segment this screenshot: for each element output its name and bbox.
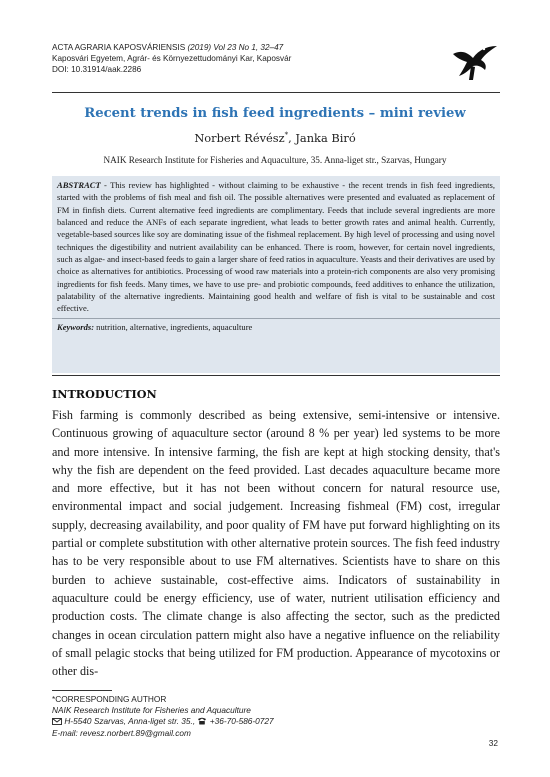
authors bbox=[40, 131, 510, 145]
introduction-text: Fish farming is commonly described as being extensive, semi-intensive or intensive. Continuous growing of aquaculture sector (around 8 % per year) led systems to be more and more intensive. In intensive farming, the fish are kept at high stocking density, that's why the fish are dependent on the feed provided. Last decades aquaculture became more and more effective, but it has not been without concern for natural resource use, environmental impact and social judgement. Increasing fishmeal (FM) cost, irregular supply, decreasing availability, and poor quality of FM have put forward highlighting on its partial or complete substitution with other alternative protein sources. The fish feed industry has to be very responsible about to use FM alternatives. Scientists have to share on this burden to achieve sustainable, cost-effective aims. Indicators of sustainability in aquaculture could be energy efficiency, use of water, nutrient utilisation efficiency and production costs. The climate change is also affecting the sector, such as the predicted changes in ocean circulation pattern might also have a negative influence on the reliability of small pelagic stocks that being utilized for FM production. Appearance of mycotoxins or other dis- bbox=[52, 408, 500, 679]
abstract-paragraph bbox=[57, 179, 495, 315]
header-divider bbox=[52, 92, 500, 93]
article-title: Recent trends in fish feed ingredients – mini review bbox=[84, 106, 466, 121]
institution: Kaposvári Egyetem, Agrár- és Környezettudományi Kar, Kaposvár bbox=[52, 54, 292, 63]
introduction-heading: INTRODUCTION bbox=[52, 387, 157, 401]
footnote bbox=[52, 694, 500, 739]
author-2: , Janka Biró bbox=[288, 131, 356, 145]
keywords bbox=[57, 321, 495, 333]
corresponding-mark: * bbox=[284, 131, 289, 140]
footnote-address-line bbox=[52, 716, 500, 727]
abstract-box bbox=[52, 176, 500, 373]
footnote-divider bbox=[52, 690, 112, 691]
page-number: 32 bbox=[488, 738, 498, 748]
keywords-label: Keywords: bbox=[57, 321, 95, 332]
footnote-email[interactable]: E-mail: revesz.norbert.89@gmail.com bbox=[52, 727, 191, 738]
doi-link[interactable]: DOI: 10.31914/aak.2286 bbox=[52, 65, 142, 74]
author-1: Norbert Révész bbox=[194, 131, 285, 145]
journal-name: ACTA AGRARIA KAPOSVÁRIENSIS bbox=[52, 43, 188, 52]
bird-emblem-icon bbox=[451, 40, 499, 82]
abstract-divider bbox=[52, 318, 500, 319]
footnote-institute: NAIK Research Institute for Fisheries and Aquaculture bbox=[52, 705, 251, 716]
footnote-phone: +36-70-586-0727 bbox=[209, 716, 274, 727]
abstract-text: - This review has highlighted - without claiming to be exhaustive - the recent trends in fish feed ingredients, started with the problems of fish meal and fish oil. The possible alternatives were presented and evaluated as replacement of FM in finfish diets. Current alternative feed ingredients are complimentary. Feeds that include several ingredients are more balanced and reduce the ANFs of each separate ingredient, what leads to better growth rates and animal health. Currently, vegetable-based sources like soy are dominating issue of the fishmeal replacement. By high level of processing and using novel techniques the digestibility and nutrient availability can be enhanced. There is room, however, for certain novel ingredients, such as algae- and insect-based feeds to gain a larger share of feed ratios in aquaculture. Yeasts and their derivatives are used by choice as alternatives for antibiotics. Processing of wood raw materials into a protein-rich components are also very promising ingredients for fish feeds. Many times, we have to use pre- and probiotic compounds, feed additives to enhance the utilization, palatability of the alternative ingredients. Maintaining good health and welfare of fish is vital to be sustainable and cost effective. bbox=[57, 180, 495, 314]
affiliation: NAIK Research Institute for Fisheries and Aquaculture, 35. Anna-liget str., Szarvas, Hungary bbox=[103, 155, 447, 165]
journal-title-line bbox=[52, 42, 382, 53]
footnote-address: H-5540 Szarvas, Anna-liget str. 35., bbox=[64, 716, 198, 727]
keywords-text: nutrition, alternative, ingredients, aquaculture bbox=[94, 321, 253, 332]
phone-icon bbox=[197, 717, 207, 725]
abstract-label: ABSTRACT bbox=[57, 180, 101, 190]
corresponding-author-label: *CORRESPONDING AUTHOR bbox=[52, 694, 167, 704]
abstract-bottom-divider bbox=[52, 375, 500, 376]
volume-info: (2019) Vol 23 No 1, 32–47 bbox=[187, 43, 284, 52]
envelope-icon bbox=[52, 718, 62, 725]
journal-header bbox=[52, 42, 382, 75]
